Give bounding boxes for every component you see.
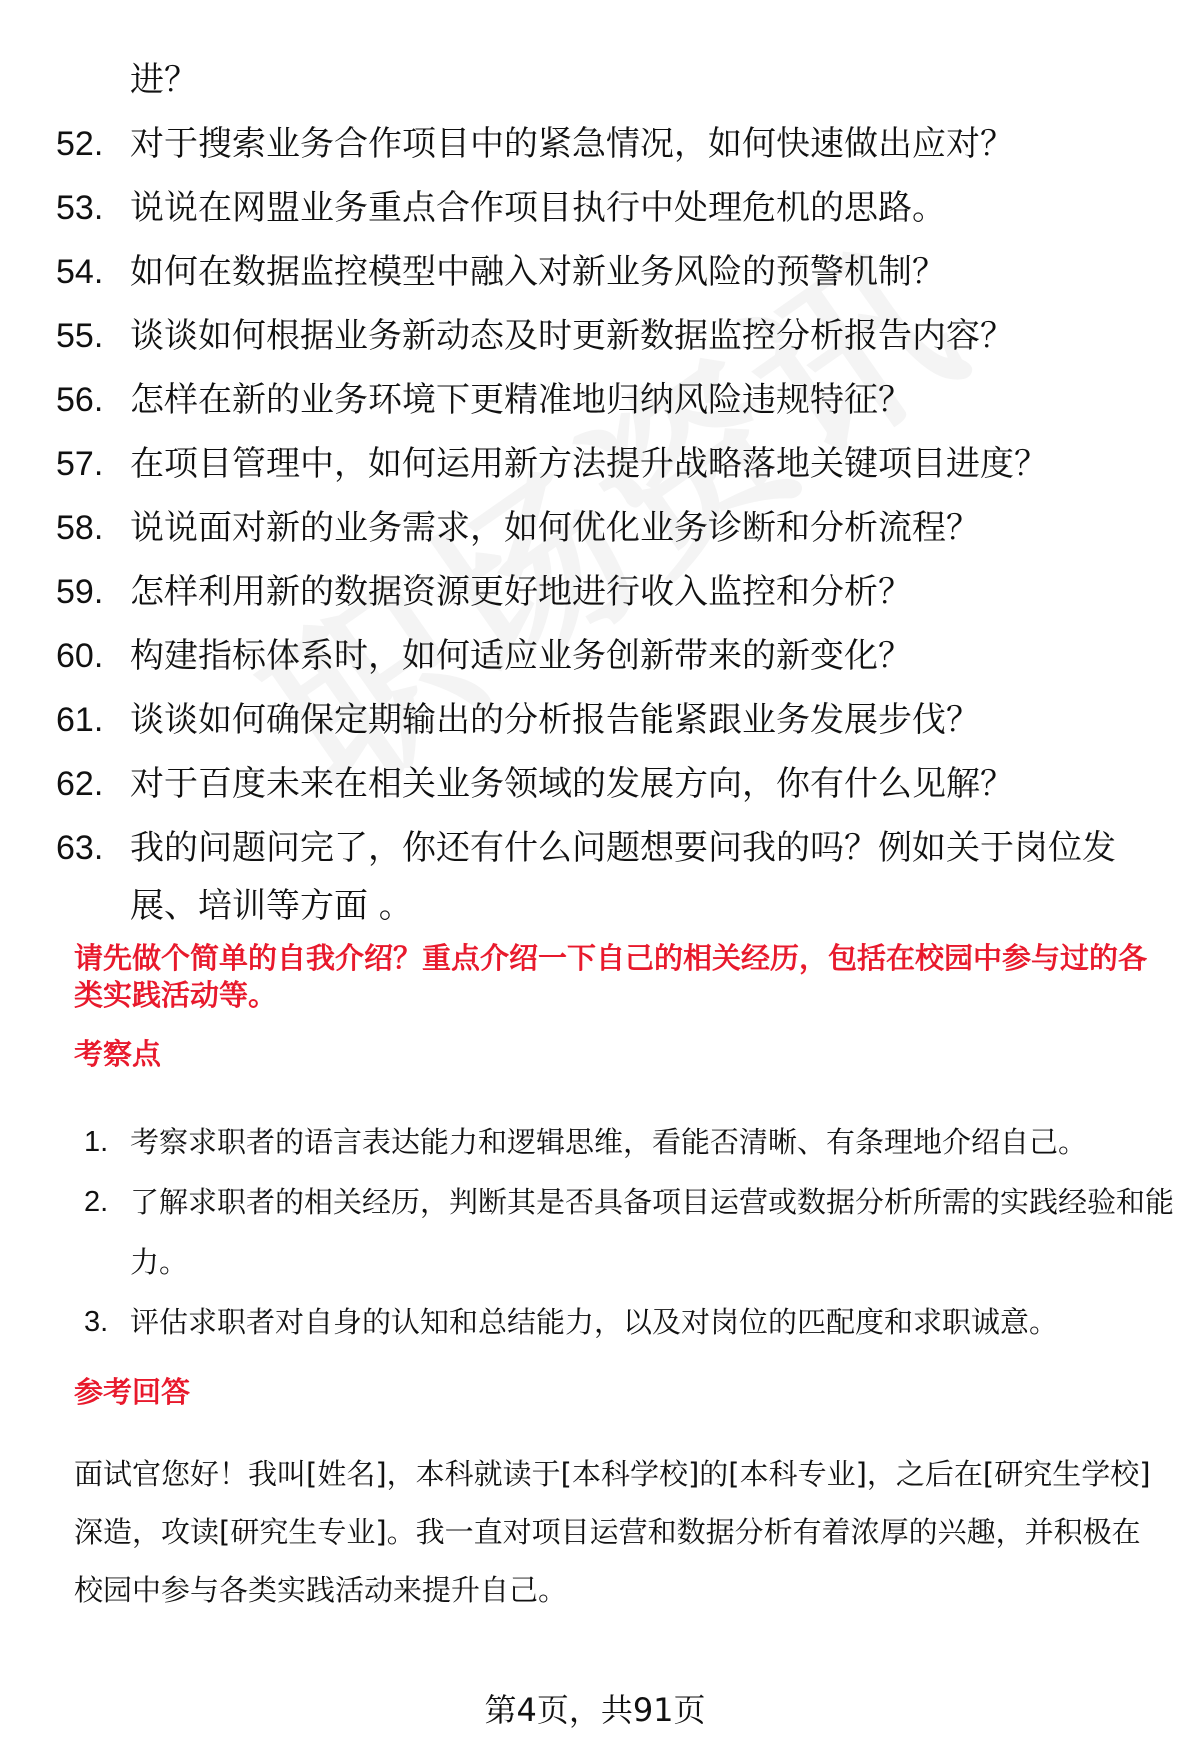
points-label: 考察点 <box>74 1037 162 1071</box>
question-item <box>56 240 1156 304</box>
question-item <box>56 176 1156 240</box>
question-item <box>56 560 1156 624</box>
question-text: 谈谈如何根据业务新动态及时更新数据监控分析报告内容？ <box>130 316 1014 356</box>
page-number: 第4页，共91页 <box>484 1691 706 1729</box>
question-number: 57. <box>56 445 104 483</box>
question-number: 56. <box>56 381 104 419</box>
question-number: 53. <box>56 189 104 227</box>
question-text: 构建指标体系时，如何适应业务创新带来的新变化？ <box>130 636 912 676</box>
question-list <box>56 48 1156 935</box>
question-text: 对于百度未来在相关业务领域的发展方向，你有什么见解？ <box>130 764 1014 804</box>
question-item <box>56 752 1156 816</box>
point-number: 3. <box>84 1306 109 1338</box>
question-item <box>56 304 1156 368</box>
question-text: 对于搜索业务合作项目中的紧急情况，如何快速做出应对？ <box>130 124 1014 164</box>
point-item <box>84 1112 1174 1172</box>
question-number: 58. <box>56 509 104 547</box>
question-number: 61. <box>56 701 104 739</box>
section-question-heading: 请先做个简单的自我介绍？重点介绍一下自己的相关经历，包括在校园中参与过的各类实践活动等。 <box>74 941 1148 1012</box>
question-text: 怎样利用新的数据资源更好地进行收入监控和分析？ <box>130 572 912 612</box>
answer-label: 参考回答 <box>74 1375 191 1409</box>
question-number: 55. <box>56 317 104 355</box>
point-item <box>84 1172 1174 1292</box>
point-number: 1. <box>84 1126 109 1158</box>
answer-text: 面试官您好！我叫[姓名]，本科就读于[本科学校]的[本科专业]，之后在[研究生学校]深造，攻读[研究生专业]。我一直对项目运营和数据分析有着浓厚的兴趣，并积极在校园中参与各类实践活动来提升自己。 <box>74 1457 1151 1607</box>
question-continuation <box>56 48 1156 112</box>
question-item <box>56 368 1156 432</box>
points-list <box>84 1112 1174 1352</box>
question-number: 63. <box>56 829 104 867</box>
question-number: 59. <box>56 573 104 611</box>
point-number: 2. <box>84 1186 109 1218</box>
question-text: 说说面对新的业务需求，如何优化业务诊断和分析流程？ <box>130 508 980 548</box>
question-item <box>56 624 1156 688</box>
question-item <box>56 432 1156 496</box>
question-number: 60. <box>56 637 104 675</box>
question-item <box>56 112 1156 176</box>
question-continuation-text: 进？ <box>130 60 198 100</box>
question-item <box>56 816 1156 935</box>
question-text: 在项目管理中，如何运用新方法提升战略落地关键项目进度？ <box>130 444 1048 484</box>
question-text: 说说在网盟业务重点合作项目执行中处理危机的思路。 <box>130 188 946 228</box>
point-text: 考察求职者的语言表达能力和逻辑思维，看能否清晰、有条理地介绍自己。 <box>130 1125 1088 1159</box>
question-number: 52. <box>56 125 104 163</box>
question-text: 如何在数据监控模型中融入对新业务风险的预警机制？ <box>130 252 946 292</box>
question-item <box>56 496 1156 560</box>
question-number: 62. <box>56 765 104 803</box>
question-text: 怎样在新的业务环境下更精准地归纳风险违规特征？ <box>130 380 912 420</box>
question-text: 谈谈如何确保定期输出的分析报告能紧跟业务发展步伐？ <box>130 700 980 740</box>
point-text: 了解求职者的相关经历，判断其是否具备项目运营或数据分析所需的实践经验和能力。 <box>130 1185 1175 1279</box>
point-text: 评估求职者对自身的认知和总结能力，以及对岗位的匹配度和求职诚意。 <box>130 1305 1059 1339</box>
question-text: 我的问题问完了，你还有什么问题想要问我的吗？例如关于岗位发展、培训等方面 。 <box>130 828 1116 926</box>
question-number: 54. <box>56 253 104 291</box>
question-item <box>56 688 1156 752</box>
point-item <box>84 1292 1174 1352</box>
